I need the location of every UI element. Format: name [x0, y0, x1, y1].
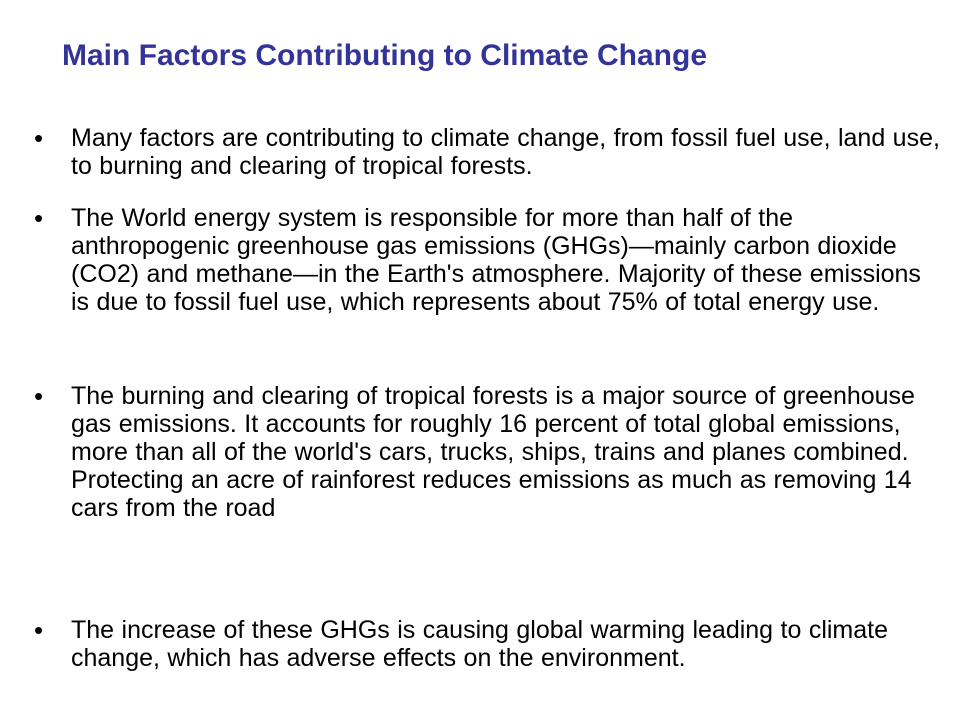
bullet-item — [34, 204, 944, 316]
bullet-icon: • — [34, 381, 44, 411]
bullet-text: The World energy system is responsible for more than half of the anthropogenic greenhouse gas emissions (GHGs)—mainly carbon dioxide (CO2) and methane—in the Earth's atmosphere. Majority of these emissions is due to fossil fuel use, which represents about 75% of total energy use. — [71, 204, 921, 316]
bullet-item — [34, 382, 944, 522]
bullet-text: Many factors are contributing to climate change, from fossil fuel use, land use, to burning and clearing of tropical forests. — [71, 124, 940, 180]
bullet-text: The burning and clearing of tropical forests is a major source of greenhouse gas emissions. It accounts for roughly 16 percent of total global emissions, more than all of the world's cars, trucks, ships, trains and planes combined. Protecting an acre of rainforest reduces emissions as much as removing 14 cars from the road — [71, 382, 915, 522]
bullet-icon: • — [34, 615, 44, 645]
bullet-item — [34, 616, 944, 672]
bullet-icon: • — [34, 203, 44, 233]
bullet-text: The increase of these GHGs is causing global warming leading to climate change, which has adverse effects on the environment. — [71, 616, 889, 672]
slide-title: Main Factors Contributing to Climate Change — [62, 39, 708, 72]
bullet-icon: • — [34, 123, 44, 153]
bullet-item — [34, 124, 944, 180]
